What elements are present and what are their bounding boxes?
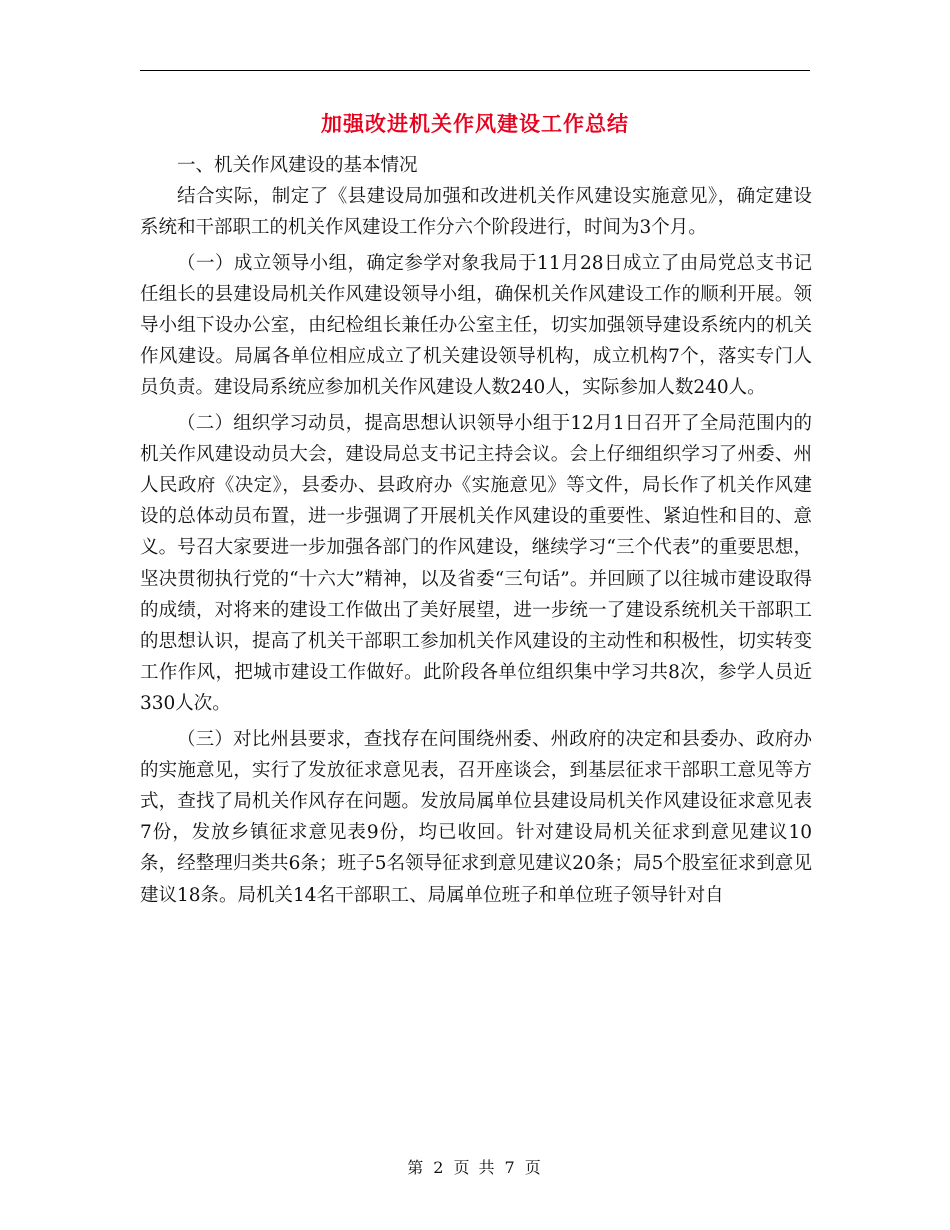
page-number-current: 2 — [433, 1158, 446, 1177]
page-number-total: 7 — [504, 1158, 517, 1177]
footer-middle: 页 共 — [453, 1158, 497, 1177]
footer-suffix: 页 — [524, 1158, 543, 1177]
document-title: 加强改进机关作风建设工作总结 — [321, 111, 629, 136]
body-paragraph: （一）成立领导小组，确定参学对象我局于11月28日成立了由局党总支书记任组长的县建设局机关作风建设领导小组，确保机关作风建设工作的顺利开展。领导小组下设办公室，由纪检组长兼任办公室主任，切实加强领导建设系统内的机关作风建设。局属各单位相应成立了机关建设领导机构，成立机构7个，落实专门人员负责。建设局系统应参加机关作风建设人数240人，实际参加人数240人。 — [140, 252, 812, 399]
header-rule — [140, 70, 810, 71]
footer-prefix: 第 — [407, 1158, 426, 1177]
body-paragraph: （二）组织学习动员，提高思想认识领导小组于12月1日召开了全局范围内的机关作风建设动员大会，建设局总支书记主持会议。会上仔细组织学习了州委、州人民政府《决定》，县委办、县政府办《实施意见》等文件，局长作了机关作风建设的总体动员布置，进一步强调了开展机关作风建设的重要性、紧迫性和目的、意义。号召大家要进一步加强各部门的作风建设，继续学习“三个代表”的重要思想，坚决贯彻执行党的“十六大”精神，以及省委“三句话”。并回顾了以往城市建设取得的成绩，对将来的建设工作做出了美好展望，进一步统一了建设系统机关干部职工的思想认识，提高了机关干部职工参加机关作风建设的主动性和积极性，切实转变工作作风，把城市建设工作做好。此阶段各单位组织集中学习共8次，参学人员近330人次。 — [140, 412, 812, 715]
document-body — [140, 150, 812, 911]
page-footer — [0, 1155, 950, 1178]
body-paragraph: （三）对比州县要求，查找存在问围绕州委、州政府的决定和县委办、政府办的实施意见，实行了发放征求意见表，召开座谈会，到基层征求干部职工意见等方式，查找了局机关作风存在问题。发放局属单位县建设局机关作风建设征求意见表7份，发放乡镇征求意见表9份，均已收回。针对建设局机关征求到意见建议10条，经整理归类共6条；班子5名领导征求到意见建议20条；局5个股室征求到意见建议18条。局机关14名干部职工、局属单位班子和单位班子领导针对自 — [140, 728, 812, 906]
body-paragraph: 结合实际，制定了《县建设局加强和改进机关作风建设实施意见》，确定建设系统和干部职工的机关作风建设工作分六个阶段进行，时间为3个月。 — [140, 186, 812, 239]
section-heading: 一、机关作风建设的基本情况 — [177, 155, 418, 176]
